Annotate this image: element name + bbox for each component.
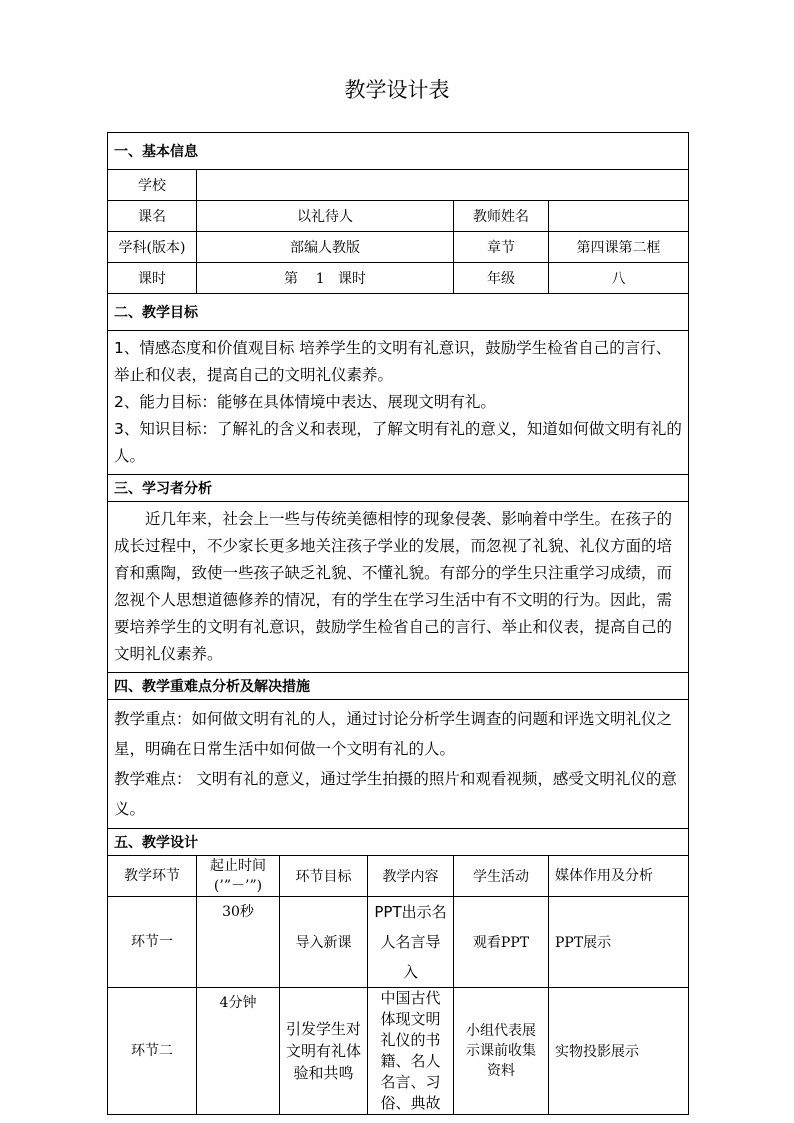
- col-header-stage: 教学环节: [108, 856, 197, 897]
- activity-cell: 观看PPT: [454, 897, 549, 988]
- teacher-value[interactable]: [549, 201, 689, 232]
- goal-cell: 引发学生对文明有礼体验和共鸣: [280, 988, 368, 1115]
- stage-cell: 环节一: [108, 897, 197, 988]
- col-header-media: 媒体作用及分析: [549, 856, 689, 897]
- subject-value[interactable]: 部编人教版: [197, 232, 454, 263]
- learner-analysis-text: 近几年来，社会上一些与传统美德相悖的现象侵袭、影响着中学生。在孩子的成长过程中，不少家长更多地关注孩子学业的发展，而忽视了礼貌、礼仪方面的培育和熏陶，致使一些孩子缺乏礼貌、不懂礼貌。有部分的学生只注重学习成绩，而忽视个人思想道德修养的情况，有的学生在学习生活中有不文明的行为。因此，需要培养学生的文明有礼意识，鼓励学生检省自己的言行、举止和仪表，提高自己的文明礼仪素养。: [114, 510, 673, 663]
- subject-label: 学科(版本): [108, 232, 197, 263]
- objective-item: 3、知识目标：了解礼的含义和表现，了解文明有礼的意义，知道如何做文明有礼的人。: [114, 420, 682, 465]
- objective-item: 1、情感态度和价值观目标 培养学生的文明有礼意识，鼓励学生检省自己的言行、举止和仪表，提高自己的文明礼仪素养。: [114, 339, 672, 384]
- period-value[interactable]: 第 1 课时: [197, 263, 454, 294]
- goal-cell: 导入新课: [280, 897, 368, 988]
- section-design-heading: 五、教学设计: [108, 829, 689, 856]
- course-label: 课名: [108, 201, 197, 232]
- section-key-points-heading: 四、教学重难点分析及解决措施: [108, 673, 689, 700]
- lesson-plan-table: [107, 132, 689, 1115]
- section-basic-info-heading: 一、基本信息: [108, 133, 689, 170]
- lesson-plan-form: [107, 132, 688, 1115]
- col-header-time: 起止时间(’”－’”): [197, 856, 280, 897]
- table-row: [108, 988, 689, 1115]
- learner-analysis-body: [108, 502, 689, 673]
- stage-cell: 环节二: [108, 988, 197, 1115]
- content-cell: 中国古代体现文明礼仪的书籍、名人名言、习俗、典故: [368, 988, 454, 1115]
- media-cell: 实物投影展示: [549, 988, 689, 1115]
- teacher-label: 教师姓名: [454, 201, 549, 232]
- table-row: [108, 897, 689, 988]
- col-header-content: 教学内容: [368, 856, 454, 897]
- page-title: 教学设计表: [344, 78, 450, 102]
- school-label: 学校: [108, 170, 197, 201]
- school-value[interactable]: [197, 170, 689, 201]
- grade-label: 年级: [454, 263, 549, 294]
- key-point-text: 教学重点：如何做文明有礼的人，通过讨论分析学生调查的问题和评选文明礼仪之星，明确在日常生活中如何做一个文明有礼的人。: [114, 710, 673, 758]
- objectives-body: [108, 331, 689, 475]
- objective-item: 2、能力目标：能够在具体情境中表达、展现文明有礼。: [114, 393, 496, 411]
- content-cell: PPT出示名人名言导入: [368, 897, 454, 988]
- time-cell: 30秒: [197, 897, 280, 988]
- col-header-activity: 学生活动: [454, 856, 549, 897]
- chapter-label: 章节: [454, 232, 549, 263]
- chapter-value[interactable]: 第四课第二框: [549, 232, 689, 263]
- key-points-body: [108, 700, 689, 829]
- difficulty-text: 教学难点： 文明有礼的意义，通过学生拍摄的照片和观看视频，感受文明礼仪的意义。: [114, 770, 677, 818]
- col-header-goal: 环节目标: [280, 856, 368, 897]
- time-cell: 4分钟: [197, 988, 280, 1115]
- period-label: 课时: [108, 263, 197, 294]
- section-learner-analysis-heading: 三、学习者分析: [108, 475, 689, 502]
- activity-cell: 小组代表展示课前收集资料: [454, 988, 549, 1115]
- media-cell: PPT展示: [549, 897, 689, 988]
- section-objectives-heading: 二、教学目标: [108, 294, 689, 331]
- grade-value[interactable]: 八: [549, 263, 689, 294]
- course-value[interactable]: 以礼待人: [197, 201, 454, 232]
